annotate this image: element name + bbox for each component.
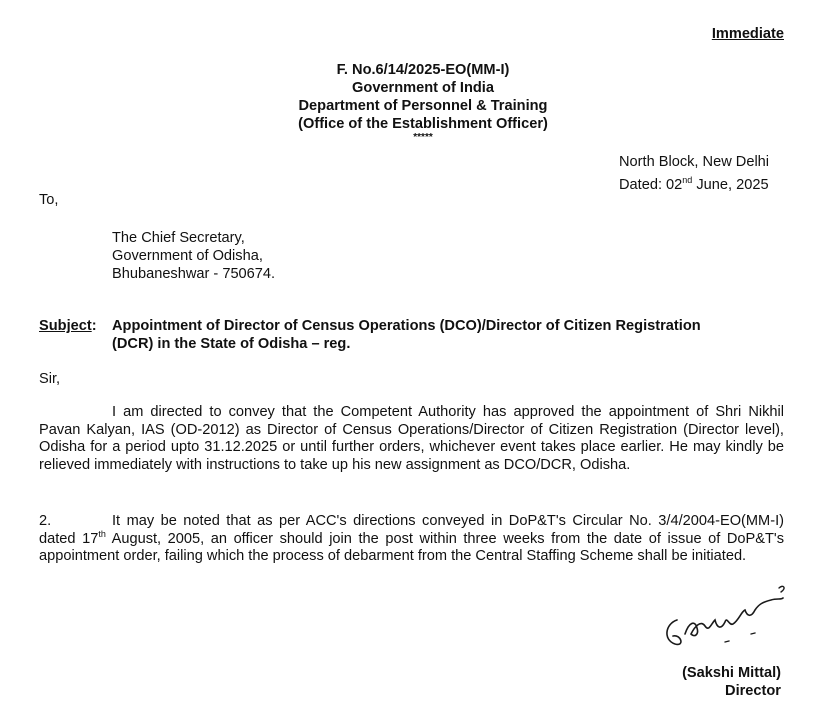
- file-number: F. No.6/14/2025-EO(MM-I): [336, 62, 510, 78]
- header-separator: *****: [413, 132, 433, 143]
- salutation: Sir,: [39, 371, 61, 387]
- signatory-name: (Sakshi Mittal): [682, 665, 781, 681]
- addressee-line: Government of Odisha,: [112, 248, 263, 264]
- subject-text: [112, 317, 792, 353]
- subject-line: Appointment of Director of Census Operations (DCO)/Director of Citizen Registration: [112, 318, 701, 334]
- letter-header: [0, 61, 825, 143]
- addressee-block: [112, 229, 275, 283]
- office-name: (Office of the Establishment Officer): [298, 116, 548, 132]
- subject-label: Subject:: [39, 318, 97, 334]
- to-label: To,: [39, 192, 59, 208]
- paragraph-number: 2.: [39, 513, 52, 529]
- handwritten-signature: [655, 580, 795, 665]
- addressee-line: The Chief Secretary,: [112, 230, 245, 246]
- date: Dated: 02nd June, 2025: [619, 175, 769, 193]
- paragraph-1: I am directed to convey that the Competent Authority has approved the appointment of Shri Nikhil Pavan Kalyan, IAS (OD-2012) as Director of Census Operations/Director of Citizen Registration (Director level), Odisha for a period upto 31.12.2025 or until further orders, whichever event takes place earlier. He may kindly be relieved immediately with instructions to take up his new assignment as DCO/DCR, Odisha.: [39, 404, 784, 473]
- place: North Block, New Delhi: [619, 154, 770, 170]
- addressee-line: Bhubaneshwar - 750674.: [112, 266, 276, 282]
- department-name: Department of Personnel & Training: [298, 98, 548, 114]
- signatory-designation: Director: [725, 683, 781, 699]
- government-name: Government of India: [352, 80, 494, 96]
- place-date-block: [619, 153, 769, 194]
- signatory-block: [682, 664, 781, 700]
- paragraph-2: 2. It may be noted that as per ACC's directions conveyed in DoP&T's Circular No. 3/4/2004-EO(MM-I) dated 17th August, 2005, an officer should join the post within three weeks from the date of issue of DoP&T's appointment order, failing which the process of debarment from the Central Staffing Scheme shall be initiated.: [39, 513, 784, 565]
- priority-label: Immediate: [711, 26, 784, 42]
- subject-line: (DCR) in the State of Odisha – reg.: [112, 336, 351, 352]
